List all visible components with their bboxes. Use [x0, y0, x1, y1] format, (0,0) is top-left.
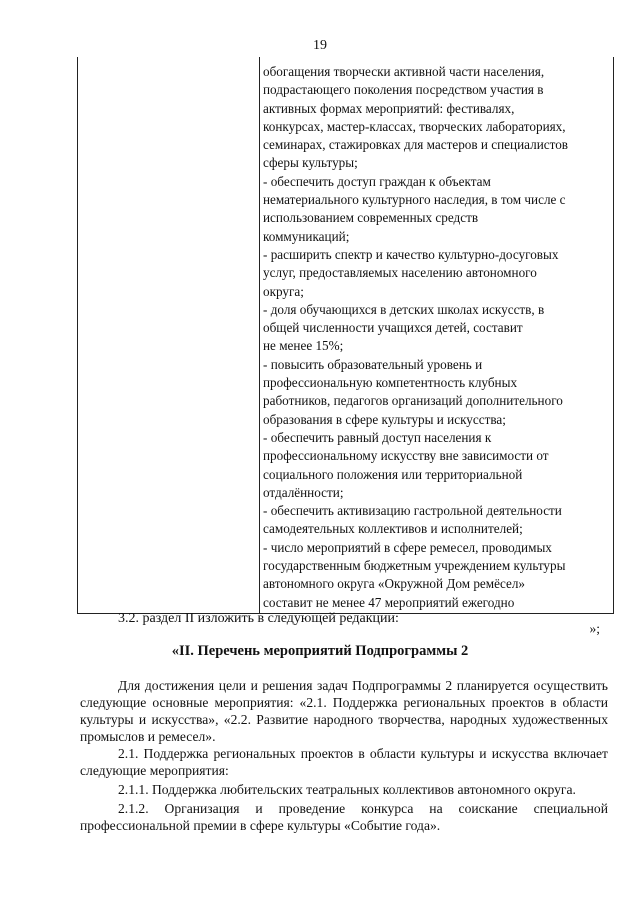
table-column-divider — [259, 57, 260, 613]
table-cell-line: - расширить спектр и качество культурно-досуговых — [263, 246, 559, 262]
table-cell-line: государственным бюджетным учреждением культуры — [263, 558, 566, 574]
table-cell-line: профессиональную компетентность клубных — [263, 375, 518, 391]
table-cell-line: конкурсах, мастер-классах, творческих лабораториях, — [263, 118, 566, 134]
paragraph: Для достижения цели и решения задач Подпрограммы 2 планируется осуществить следующие основные мероприятия: «2.1. Поддержка региональных проектов в области культуры и искусства», «2.2. Развитие народного творчества, народных художественных промыслов и ремесел». — [80, 678, 608, 744]
table-cell-line: коммуникаций; — [263, 228, 350, 244]
table-cell-line: - обеспечить доступ граждан к объектам — [263, 173, 491, 189]
table-cell-line: семинарах, стажировках для мастеров и специалистов — [263, 137, 569, 153]
page-number: 19 — [313, 38, 327, 53]
amendment-instruction: 3.2. раздел II изложить в следующей редакции: — [118, 611, 399, 626]
table-cell-line: работников, педагогов организаций дополнительного — [263, 393, 563, 409]
closing-quote: »; — [589, 621, 600, 636]
section-heading: «II. Перечень мероприятий Подпрограммы 2 — [171, 643, 469, 659]
table-cell-line: социального положения или территориальной — [263, 466, 523, 482]
table-cell-line: сферы культуры; — [263, 155, 358, 171]
paragraph: 2.1. Поддержка региональных проектов в области культуры и искусства включает следующие мероприятия: — [80, 746, 608, 778]
table-cell-line: - доля обучающихся в детских школах искусств, в — [263, 301, 545, 317]
table-cell-line: использованием современных средств — [263, 210, 479, 226]
table-cell-line: нематериального культурного наследия, в том числе с — [263, 192, 566, 208]
table-cell-line: общей численности учащихся детей, составит — [263, 320, 523, 336]
table-cell-line: не менее 15%; — [263, 338, 344, 354]
table-cell-line: - число мероприятий в сфере ремесел, проводимых — [263, 539, 552, 555]
table-cell-line: отдалённости; — [263, 484, 344, 500]
continuation-table — [77, 57, 614, 614]
table-cell-text — [263, 63, 608, 612]
table-cell-line: - обеспечить равный доступ населения к — [263, 429, 492, 445]
table-cell-line: образования в сфере культуры и искусства; — [263, 411, 506, 427]
table-cell-line: услуг, предоставляемых населению автономного — [263, 265, 537, 281]
body-text — [80, 677, 608, 834]
table-cell-line: - обеспечить активизацию гастрольной деятельности — [263, 503, 562, 519]
table-cell-line: подрастающего поколения посредством участия в — [263, 82, 544, 98]
paragraph: 2.1.1. Поддержка любительских театральных коллективов автономного округа. — [118, 782, 576, 797]
table-cell-line: автономного округа «Окружной Дом ремёсел» — [263, 576, 526, 592]
table-cell-line: - повысить образовательный уровень и — [263, 356, 483, 372]
table-cell-line: профессиональному искусству вне зависимости от — [263, 448, 549, 464]
table-cell-line: обогащения творчески активной части населения, — [263, 64, 545, 79]
table-cell-line: самодеятельных коллективов и исполнителей; — [263, 521, 523, 537]
table-cell-line: активных формах мероприятий: фестивалях, — [263, 100, 515, 116]
table-cell-line: округа; — [263, 283, 304, 299]
table-cell-line: составит не менее 47 мероприятий ежегодно — [263, 594, 515, 610]
paragraph: 2.1.2. Организация и проведение конкурса на соискание специальной профессиональной премии в сфере культуры «Событие года». — [80, 801, 608, 833]
